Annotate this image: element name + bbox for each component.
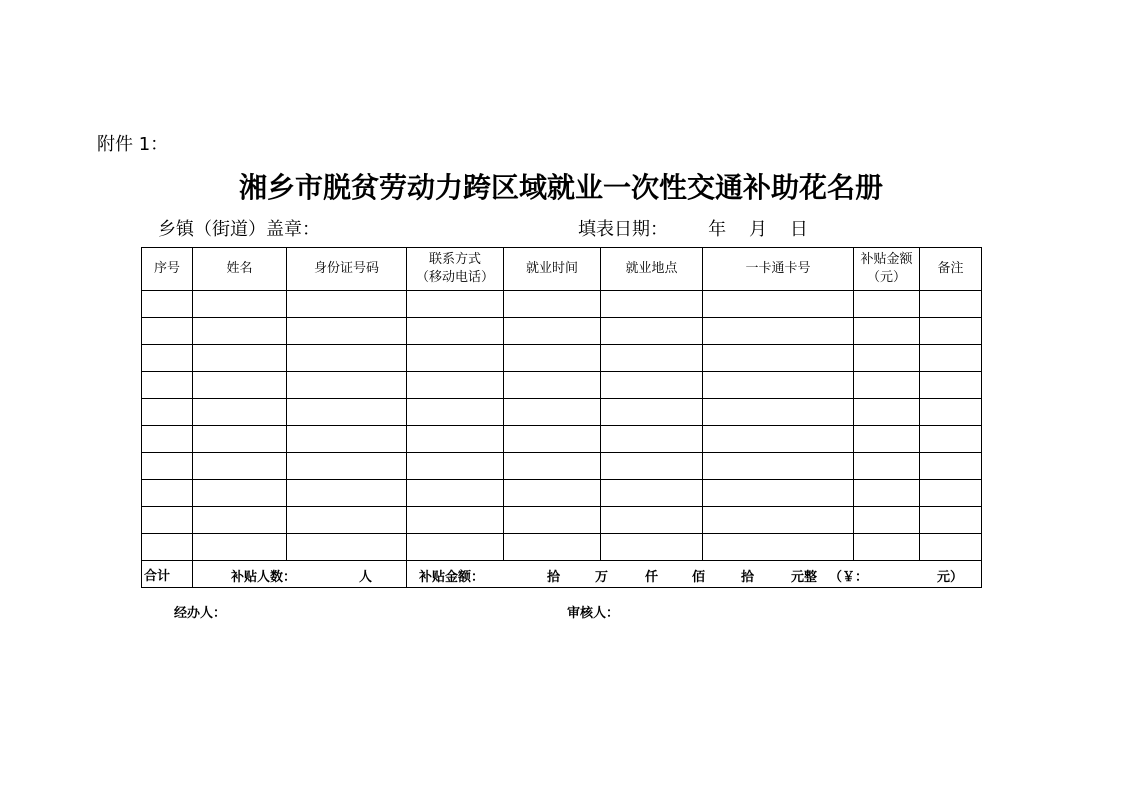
cell-name xyxy=(193,372,287,399)
cell-contact xyxy=(407,507,504,534)
cell-name xyxy=(193,426,287,453)
cell-card-number xyxy=(703,453,854,480)
col-header-remarks: 备注 xyxy=(920,248,982,291)
cell-subsidy-amount xyxy=(854,426,920,453)
cell-index xyxy=(142,399,193,426)
table-row xyxy=(142,318,982,345)
cell-name xyxy=(193,291,287,318)
cell-employment-time xyxy=(504,372,601,399)
col-header-name: 姓名 xyxy=(193,248,287,291)
cell-employment-place xyxy=(601,534,703,561)
table-row xyxy=(142,426,982,453)
cell-subsidy-amount xyxy=(854,534,920,561)
cell-remarks xyxy=(920,345,982,372)
unit-shi: 拾 xyxy=(547,570,561,585)
cell-card-number xyxy=(703,372,854,399)
cell-name xyxy=(193,453,287,480)
month-label: 月 xyxy=(748,219,767,240)
table-row xyxy=(142,507,982,534)
cell-id-number xyxy=(287,453,407,480)
col-header-contact: 联系方式 （移动电话） xyxy=(407,248,504,291)
unit-shi-2: 拾 xyxy=(741,570,755,585)
cell-subsidy-amount xyxy=(854,480,920,507)
col-header-employment-place: 就业地点 xyxy=(601,248,703,291)
cell-id-number xyxy=(287,291,407,318)
table-row xyxy=(142,372,982,399)
amount-label: 补贴金额： xyxy=(419,570,485,585)
cell-employment-place xyxy=(601,318,703,345)
cell-contact xyxy=(407,372,504,399)
cell-employment-place xyxy=(601,507,703,534)
cell-contact xyxy=(407,426,504,453)
cell-subsidy-amount xyxy=(854,318,920,345)
cell-employment-time xyxy=(504,507,601,534)
roster-table xyxy=(141,247,982,588)
count-label: 补贴人数： xyxy=(231,570,297,585)
table-row xyxy=(142,291,982,318)
cell-name xyxy=(193,345,287,372)
cell-name xyxy=(193,318,287,345)
cell-name xyxy=(193,534,287,561)
table-row xyxy=(142,534,982,561)
cell-remarks xyxy=(920,507,982,534)
cell-contact xyxy=(407,399,504,426)
total-amount-cell xyxy=(407,561,982,588)
cell-employment-place xyxy=(601,372,703,399)
cell-id-number xyxy=(287,507,407,534)
handler-label: 经办人： xyxy=(174,606,227,621)
cell-card-number xyxy=(703,399,854,426)
cell-subsidy-amount xyxy=(854,372,920,399)
cell-id-number xyxy=(287,345,407,372)
total-count-cell xyxy=(193,561,407,588)
cell-remarks xyxy=(920,318,982,345)
cell-employment-time xyxy=(504,426,601,453)
cell-subsidy-amount xyxy=(854,507,920,534)
cell-employment-place xyxy=(601,399,703,426)
date-line xyxy=(578,215,808,241)
cell-id-number xyxy=(287,399,407,426)
cell-remarks xyxy=(920,426,982,453)
cell-remarks xyxy=(920,399,982,426)
date-label: 填表日期： xyxy=(578,219,668,240)
col-header-employment-time: 就业时间 xyxy=(504,248,601,291)
cell-card-number xyxy=(703,480,854,507)
unit-yuan-zheng: 元整 xyxy=(791,570,818,585)
col-header-card-number: 一卡通卡号 xyxy=(703,248,854,291)
total-label: 合计 xyxy=(142,561,193,588)
stamp-label: 乡镇（街道）盖章： xyxy=(158,219,320,240)
attachment-label: 附件 1： xyxy=(97,134,169,155)
cell-index xyxy=(142,480,193,507)
cell-id-number xyxy=(287,318,407,345)
cell-employment-time xyxy=(504,534,601,561)
count-unit: 人 xyxy=(359,570,373,585)
cell-employment-time xyxy=(504,399,601,426)
cell-name xyxy=(193,507,287,534)
cell-subsidy-amount xyxy=(854,453,920,480)
unit-wan: 万 xyxy=(595,570,609,585)
cell-card-number xyxy=(703,318,854,345)
cell-name xyxy=(193,399,287,426)
cell-id-number xyxy=(287,372,407,399)
header-row xyxy=(142,248,982,291)
reviewer-label: 审核人： xyxy=(567,606,620,621)
cell-employment-time xyxy=(504,345,601,372)
unit-bai: 佰 xyxy=(692,570,706,585)
cell-contact xyxy=(407,534,504,561)
cell-employment-time xyxy=(504,291,601,318)
year-label: 年 xyxy=(708,219,727,240)
cell-contact xyxy=(407,318,504,345)
page-title: 湘乡市脱贫劳动力跨区域就业一次性交通补助花名册 xyxy=(238,171,883,204)
col-header-subsidy-amount: 补贴金额 （元） xyxy=(854,248,920,291)
cell-id-number xyxy=(287,426,407,453)
cell-employment-time xyxy=(504,480,601,507)
cell-card-number xyxy=(703,345,854,372)
cell-index xyxy=(142,291,193,318)
unit-yuan-close: 元） xyxy=(937,570,964,585)
table-row xyxy=(142,453,982,480)
cell-contact xyxy=(407,345,504,372)
cell-employment-place xyxy=(601,480,703,507)
cell-employment-place xyxy=(601,453,703,480)
cell-remarks xyxy=(920,534,982,561)
cell-index xyxy=(142,426,193,453)
cell-index xyxy=(142,372,193,399)
total-row xyxy=(142,561,982,588)
cell-id-number xyxy=(287,534,407,561)
cell-employment-place xyxy=(601,426,703,453)
cell-index xyxy=(142,507,193,534)
cell-index xyxy=(142,345,193,372)
cell-employment-place xyxy=(601,345,703,372)
cell-employment-place xyxy=(601,291,703,318)
cell-contact xyxy=(407,291,504,318)
cell-index xyxy=(142,453,193,480)
unit-qian: 仟 xyxy=(645,570,659,585)
cell-remarks xyxy=(920,372,982,399)
cell-remarks xyxy=(920,291,982,318)
cell-remarks xyxy=(920,453,982,480)
cell-employment-time xyxy=(504,453,601,480)
cell-id-number xyxy=(287,480,407,507)
cell-index xyxy=(142,318,193,345)
unit-yen-open: （￥： xyxy=(829,570,869,585)
cell-employment-time xyxy=(504,318,601,345)
table-row xyxy=(142,345,982,372)
cell-index xyxy=(142,534,193,561)
col-header-id-number: 身份证号码 xyxy=(287,248,407,291)
cell-remarks xyxy=(920,480,982,507)
col-header-index: 序号 xyxy=(142,248,193,291)
table-row xyxy=(142,480,982,507)
cell-card-number xyxy=(703,426,854,453)
cell-card-number xyxy=(703,507,854,534)
cell-contact xyxy=(407,453,504,480)
cell-name xyxy=(193,480,287,507)
cell-subsidy-amount xyxy=(854,399,920,426)
cell-card-number xyxy=(703,534,854,561)
table-row xyxy=(142,399,982,426)
cell-contact xyxy=(407,480,504,507)
cell-subsidy-amount xyxy=(854,345,920,372)
cell-card-number xyxy=(703,291,854,318)
day-label: 日 xyxy=(789,219,808,240)
cell-subsidy-amount xyxy=(854,291,920,318)
